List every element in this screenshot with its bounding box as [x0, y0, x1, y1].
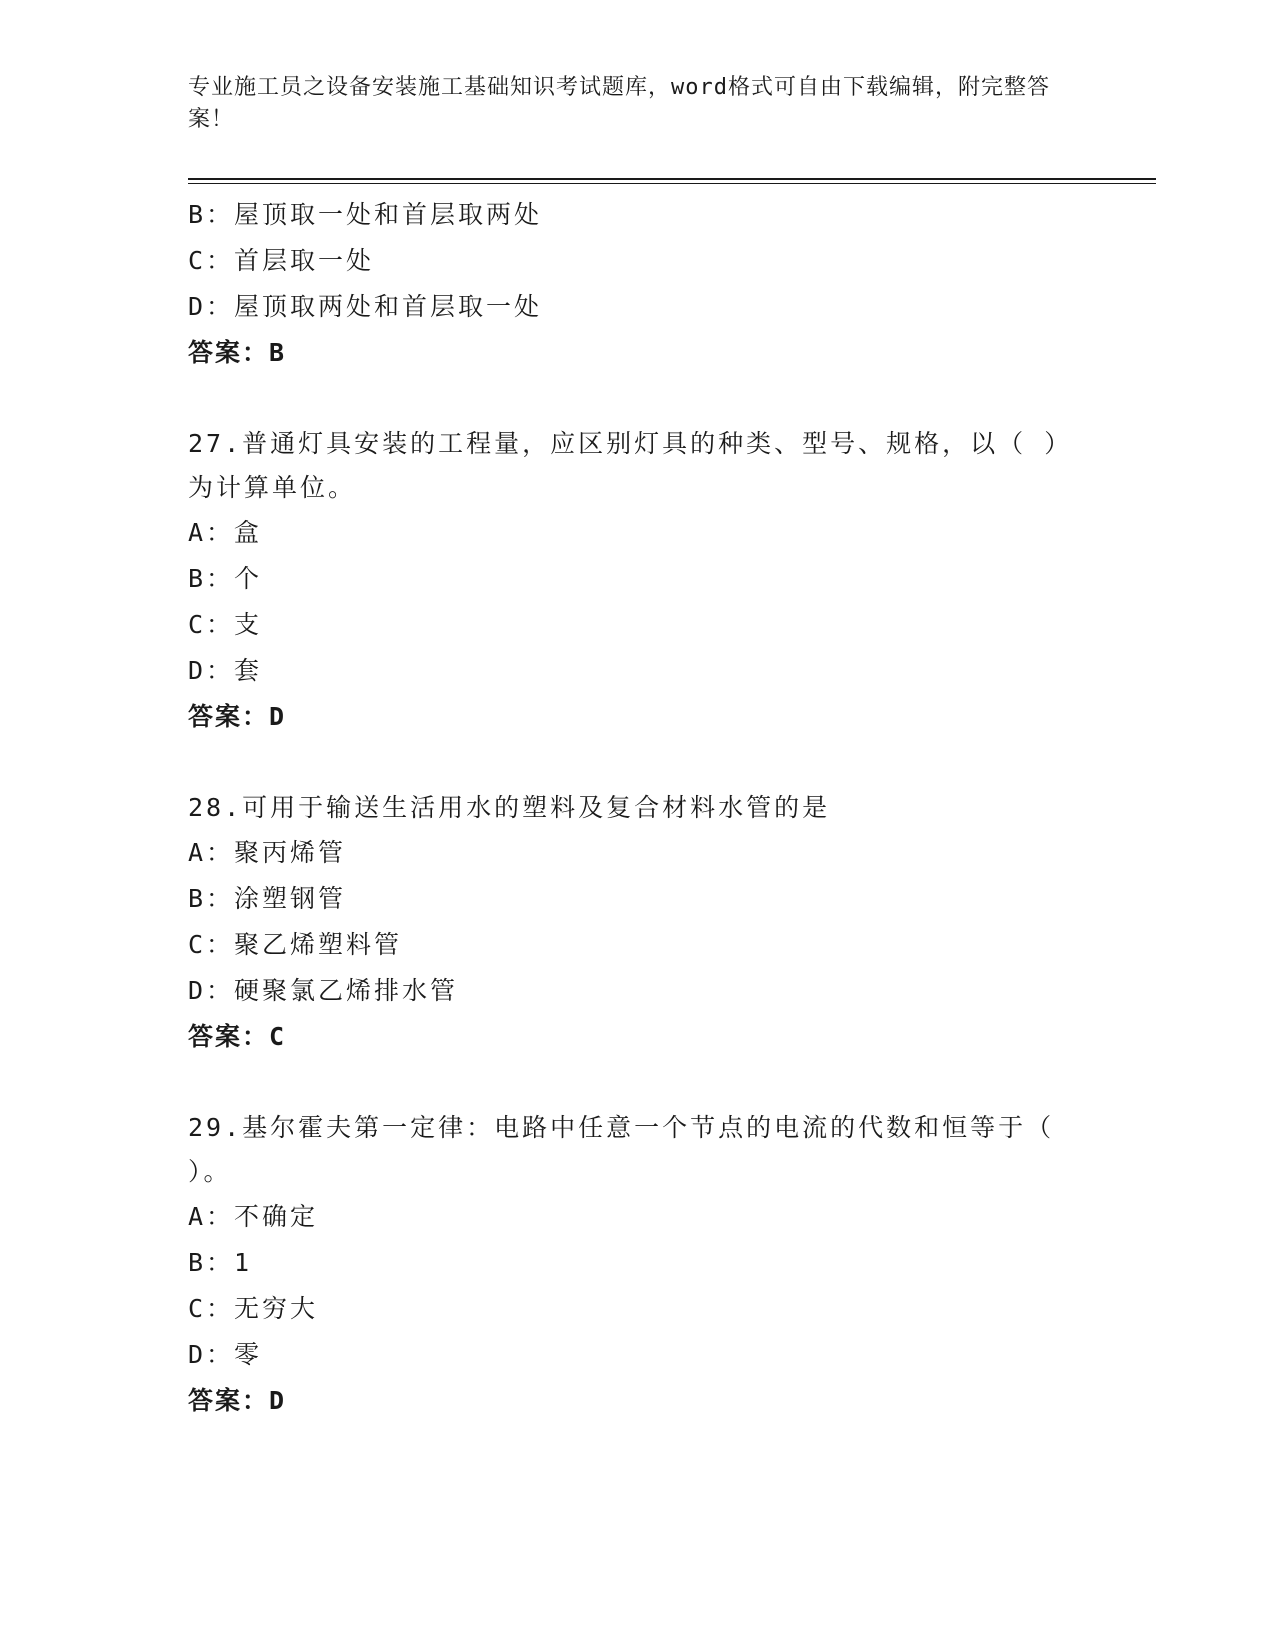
- option-d: D：套: [188, 656, 263, 685]
- option-b: B：屋顶取一处和首层取两处: [188, 200, 543, 229]
- option-d: D：屋顶取两处和首层取一处: [188, 292, 543, 321]
- option-c: C：聚乙烯塑料管: [188, 930, 403, 959]
- question-stem: 28.可用于输送生活用水的塑料及复合材料水管的是: [188, 793, 831, 822]
- option-a: A：盒: [188, 518, 263, 547]
- question-list: [188, 192, 1088, 1424]
- question-block-27: [188, 422, 1088, 740]
- answer-line: 答案：D: [188, 702, 287, 731]
- answer-line: 答案：B: [188, 338, 287, 367]
- option-d: D：硬聚氯乙烯排水管: [188, 976, 459, 1005]
- option-a: A：不确定: [188, 1202, 319, 1231]
- option-c: C：支: [188, 610, 263, 639]
- header-rule-thin: [188, 183, 1156, 184]
- option-c: C：无穷大: [188, 1294, 319, 1323]
- answer-line: 答案：C: [188, 1022, 287, 1051]
- document-header: 专业施工员之设备安装施工基础知识考试题库，word格式可自由下载编辑，附完整答案！: [188, 75, 1050, 132]
- option-b: B：个: [188, 564, 263, 593]
- question-block-28: [188, 786, 1088, 1060]
- answer-line: 答案：D: [188, 1386, 287, 1415]
- option-b: B：涂塑钢管: [188, 884, 347, 913]
- question-block-26: [188, 192, 1088, 376]
- option-b: B：1: [188, 1248, 253, 1277]
- option-c: C：首层取一处: [188, 246, 375, 275]
- option-a: A：聚丙烯管: [188, 838, 347, 867]
- question-stem: 27.普通灯具安装的工程量，应区别灯具的种类、型号、规格，以（ ）为计算单位。: [188, 429, 1060, 502]
- header-rule-thick: [188, 178, 1156, 180]
- question-block-29: [188, 1106, 1088, 1424]
- question-stem: 29.基尔霍夫第一定律：电路中任意一个节点的电流的代数和恒等于（ ）。: [188, 1113, 1055, 1186]
- option-d: D：零: [188, 1340, 263, 1369]
